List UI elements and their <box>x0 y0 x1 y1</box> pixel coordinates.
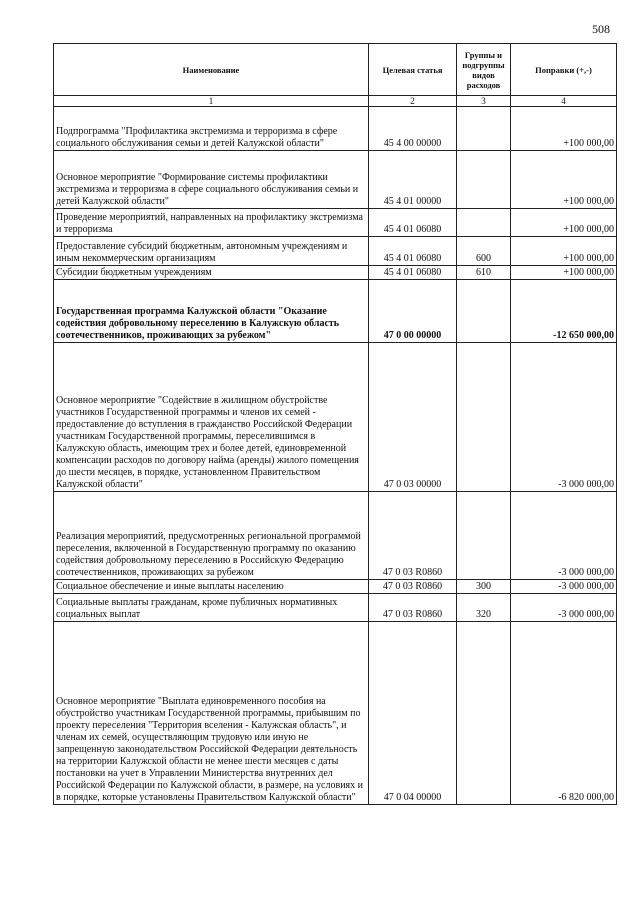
row-name: Проведение мероприятий, направленных на профилактику экстремизма и терроризма <box>54 209 369 237</box>
row-group <box>457 209 511 237</box>
table-row <box>54 580 617 594</box>
row-name: Субсидии бюджетным учреждениям <box>54 266 369 280</box>
row-target-code: 47 0 00 00000 <box>369 280 457 343</box>
row-amount: -12 650 000,00 <box>511 280 617 343</box>
row-name: Подпрограмма "Профилактика экстремизма и терроризма в сфере социального обслуживания семьи и детей Калужской области" <box>54 107 369 151</box>
row-target-code: 45 4 01 00000 <box>369 151 457 209</box>
row-amount: +100 000,00 <box>511 107 617 151</box>
row-group <box>457 343 511 492</box>
page-number: 508 <box>592 22 610 36</box>
row-group <box>457 280 511 343</box>
row-amount: +100 000,00 <box>511 151 617 209</box>
table-row <box>54 622 617 805</box>
row-target-code: 45 4 01 06080 <box>369 237 457 266</box>
row-target-code: 47 0 03 00000 <box>369 343 457 492</box>
row-name: Основное мероприятие "Содействие в жилищном обустройстве участников Государственной программы и членов их семей - предоставление до вступления в гражданство Российской Федерации участникам Государственной программы, переселившимся в Калужскую область, имеющим трех и более детей, единовременной компенсации расходов по договору найма (аренды) жилого помещения до шести месяцев, в порядке, установленном Правительством Калужской области" <box>54 343 369 492</box>
row-group: 320 <box>457 594 511 622</box>
row-target-code: 47 0 04 00000 <box>369 622 457 805</box>
column-number-row <box>54 96 617 107</box>
table-row <box>54 237 617 266</box>
budget-amendments-table <box>53 43 617 805</box>
row-name: Государственная программа Калужской области "Оказание содействия добровольному переселению в Калужскую область соотечественников, проживающих за рубежом" <box>54 280 369 343</box>
row-target-code: 45 4 01 06080 <box>369 266 457 280</box>
table-row <box>54 594 617 622</box>
table-row <box>54 343 617 492</box>
table-row <box>54 107 617 151</box>
row-amount: -3 000 000,00 <box>511 580 617 594</box>
row-name: Предоставление субсидий бюджетным, автономным учреждениям и иным некоммерческим организациям <box>54 237 369 266</box>
header-name: Наименование <box>54 44 369 96</box>
row-name: Реализация мероприятий, предусмотренных региональной программой переселения, включенной в Государственную программу по оказанию содействия добровольному переселению в Российскую Федерацию соотечественников, проживающих за рубежом <box>54 492 369 580</box>
row-name: Основное мероприятие "Формирование системы профилактики экстремизма и терроризма в сфере социального обслуживания семьи и детей Калужской области" <box>54 151 369 209</box>
row-group <box>457 151 511 209</box>
row-amount: +100 000,00 <box>511 266 617 280</box>
column-number: 1 <box>54 96 369 107</box>
row-amount: -3 000 000,00 <box>511 492 617 580</box>
row-group: 600 <box>457 237 511 266</box>
table-row <box>54 280 617 343</box>
table-row <box>54 266 617 280</box>
row-amount: +100 000,00 <box>511 209 617 237</box>
row-target-code: 45 4 00 00000 <box>369 107 457 151</box>
row-group <box>457 622 511 805</box>
row-target-code: 47 0 03 R0860 <box>369 492 457 580</box>
column-number: 3 <box>457 96 511 107</box>
column-number: 4 <box>511 96 617 107</box>
column-number: 2 <box>369 96 457 107</box>
row-amount: -3 000 000,00 <box>511 343 617 492</box>
row-target-code: 45 4 01 06080 <box>369 209 457 237</box>
row-amount: +100 000,00 <box>511 237 617 266</box>
row-group <box>457 492 511 580</box>
row-target-code: 47 0 03 R0860 <box>369 580 457 594</box>
row-amount: -3 000 000,00 <box>511 594 617 622</box>
row-name: Социальные выплаты гражданам, кроме публичных нормативных социальных выплат <box>54 594 369 622</box>
table-row <box>54 209 617 237</box>
table-row <box>54 151 617 209</box>
header-expense-groups: Группы и подгруппы видов расходов <box>457 44 511 96</box>
row-group: 610 <box>457 266 511 280</box>
header-target-article: Целевая статья <box>369 44 457 96</box>
header-amendments: Поправки (+,-) <box>511 44 617 96</box>
row-group <box>457 107 511 151</box>
table-header-row <box>54 44 617 96</box>
row-target-code: 47 0 03 R0860 <box>369 594 457 622</box>
row-group: 300 <box>457 580 511 594</box>
table-row <box>54 492 617 580</box>
row-name: Социальное обеспечение и иные выплаты населению <box>54 580 369 594</box>
row-name: Основное мероприятие "Выплата единовременного пособия на обустройство участникам Государственной программы, прибывшим по проекту переселения "Территория вселения - Калужская область", и членам их семей, осуществляющим трудовую или иную не запрещенную законодательством Российской Федерации деятельность на территории Калужской области не менее шести месяцев с даты постановки на учет в Управлении Министерства внутренних дел Российской Федерации по Калужской области, в размере, на условиях и в порядке, которые установлены Правительством Калужской области" <box>54 622 369 805</box>
row-amount: -6 820 000,00 <box>511 622 617 805</box>
